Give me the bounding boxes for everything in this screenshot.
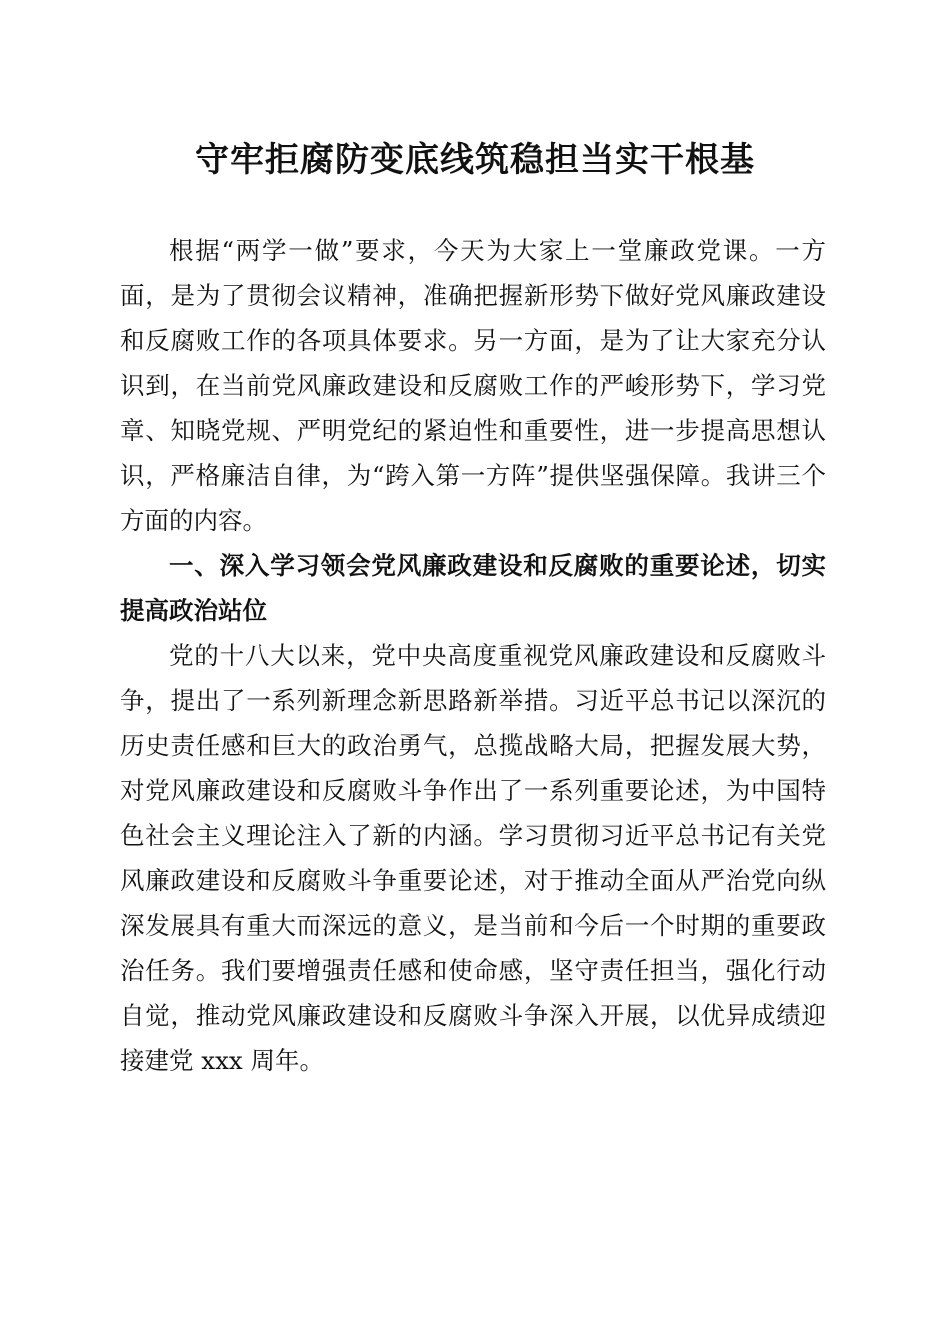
document-body	[120, 228, 826, 1083]
intro-paragraph: 根据“两学一做”要求，今天为大家上一堂廉政党课。一方面，是为了贯彻会议精神，准确把握新形势下做好党风廉政建设和反腐败工作的各项具体要求。另一方面，是为了让大家充分认识到，在当前党风廉政建设和反腐败工作的严峻形势下，学习党章、知晓党规、严明党纪的紧迫性和重要性，进一步提高思想认识，严格廉洁自律，为“跨入第一方阵”提供坚强保障。我讲三个方面的内容。	[120, 236, 826, 535]
section-1-paragraph: 党的十八大以来，党中央高度重视党风廉政建设和反腐败斗争，提出了一系列新理念新思路新举措。习近平总书记以深沉的历史责任感和巨大的政治勇气，总揽战略大局，把握发展大势，对党风廉政建设和反腐败斗争作出了一系列重要论述，为中国特色社会主义理论注入了新的内涵。学习贯彻习近平总书记有关党风廉政建设和反腐败斗争重要论述，对于推动全面从严治党向纵深发展具有重大而深远的意义，是当前和今后一个时期的重要政治任务。我们要增强责任感和使命感，坚守责任担当，强化行动自觉，推动党风廉政建设和反腐败斗争深入开展，以优异成绩迎接建党 xxx 周年。	[120, 641, 826, 1075]
section-1-heading: 一、深入学习领会党风廉政建设和反腐败的重要论述，切实提高政治站位	[120, 551, 826, 625]
document-title: 守牢拒腐防变底线筑稳担当实干根基	[195, 140, 755, 180]
